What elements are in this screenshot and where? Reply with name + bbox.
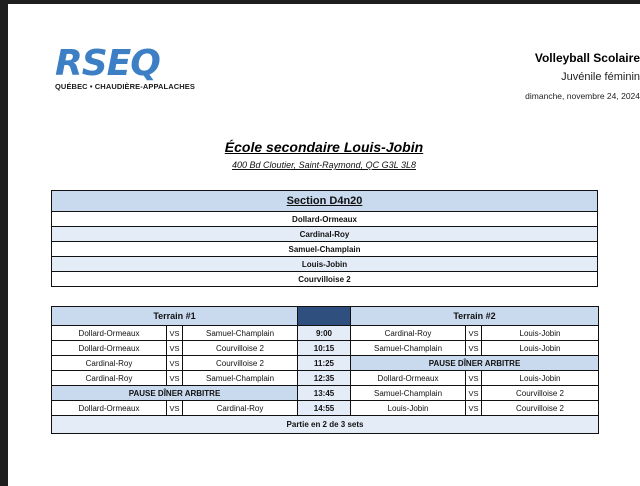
rseq-logo — [55, 43, 195, 91]
time-header — [298, 307, 351, 326]
match-time: 13:45 — [298, 386, 351, 401]
court-1-away-team: Cardinal-Roy — [183, 401, 298, 416]
section-team: Courvilloise 2 — [52, 272, 598, 287]
court-2-away-team: Louis-Jobin — [482, 371, 599, 386]
match-time: 11:25 — [298, 356, 351, 371]
court-2-home-team: Samuel-Champlain — [351, 341, 466, 356]
venue-name: École secondaire Louis-Jobin — [224, 139, 424, 155]
court-2-home-team: Louis-Jobin — [351, 401, 466, 416]
section-title: Section D4n20 — [52, 191, 598, 212]
court-2-away-team: Courvilloise 2 — [482, 401, 599, 416]
court-1-home-team: Dollard-Ormeaux — [52, 341, 167, 356]
vs-label: VS — [167, 401, 183, 416]
sport-title: Volleyball Scolaire — [534, 51, 640, 65]
header-info — [525, 51, 640, 101]
section-team: Cardinal-Roy — [52, 227, 598, 242]
vs-label: VS — [167, 341, 183, 356]
section-table — [51, 190, 598, 287]
court-1-home-team: Dollard-Ormeaux — [52, 401, 167, 416]
vs-label: VS — [466, 401, 482, 416]
court-2-home-team: Dollard-Ormeaux — [351, 371, 466, 386]
venue-address: 400 Bd Cloutier, Saint-Raymond, QC G3L 3L8 — [232, 160, 416, 170]
match-format-note: Partie en 2 de 3 sets — [52, 416, 599, 434]
schedule-row — [52, 386, 599, 401]
event-date: dimanche, novembre 24, 2024 — [525, 91, 640, 101]
schedule-row — [52, 371, 599, 386]
court-1-header: Terrain #1 — [52, 307, 298, 326]
vs-label: VS — [167, 356, 183, 371]
court-2-home-team: Cardinal-Roy — [351, 326, 466, 341]
court-2-pause: PAUSE DÎNER ARBITRE — [351, 356, 599, 371]
court-1-away-team: Courvilloise 2 — [183, 341, 298, 356]
vs-label: VS — [466, 326, 482, 341]
court-1-home-team: Cardinal-Roy — [52, 356, 167, 371]
schedule-row — [52, 326, 599, 341]
schedule-row — [52, 341, 599, 356]
court-1-away-team: Courvilloise 2 — [183, 356, 298, 371]
court-2-away-team: Louis-Jobin — [482, 341, 599, 356]
court-1-home-team: Cardinal-Roy — [52, 371, 167, 386]
category-label: Juvénile féminin — [561, 71, 640, 83]
court-1-home-team: Dollard-Ormeaux — [52, 326, 167, 341]
schedule-row — [52, 401, 599, 416]
match-time: 9:00 — [298, 326, 351, 341]
match-time: 10:15 — [298, 341, 351, 356]
logo-wordmark: RSEQ — [55, 43, 160, 84]
court-2-header: Terrain #2 — [351, 307, 599, 326]
section-team: Samuel-Champlain — [52, 242, 598, 257]
match-time: 14:55 — [298, 401, 351, 416]
vs-label: VS — [167, 326, 183, 341]
vs-label: VS — [466, 386, 482, 401]
vs-label: VS — [167, 371, 183, 386]
court-1-pause: PAUSE DÎNER ARBITRE — [52, 386, 298, 401]
court-1-away-team: Samuel-Champlain — [183, 326, 298, 341]
vs-label: VS — [466, 341, 482, 356]
logo-region: QUÉBEC • CHAUDIÈRE-APPALACHES — [55, 82, 195, 91]
match-time: 12:35 — [298, 371, 351, 386]
section-team: Dollard-Ormeaux — [52, 212, 598, 227]
schedule-table — [51, 306, 599, 434]
vs-label: VS — [466, 371, 482, 386]
court-2-home-team: Samuel-Champlain — [351, 386, 466, 401]
court-2-away-team: Louis-Jobin — [482, 326, 599, 341]
document-page — [8, 4, 640, 486]
court-2-away-team: Courvilloise 2 — [482, 386, 599, 401]
court-1-away-team: Samuel-Champlain — [183, 371, 298, 386]
schedule-row — [52, 356, 599, 371]
section-team: Louis-Jobin — [52, 257, 598, 272]
